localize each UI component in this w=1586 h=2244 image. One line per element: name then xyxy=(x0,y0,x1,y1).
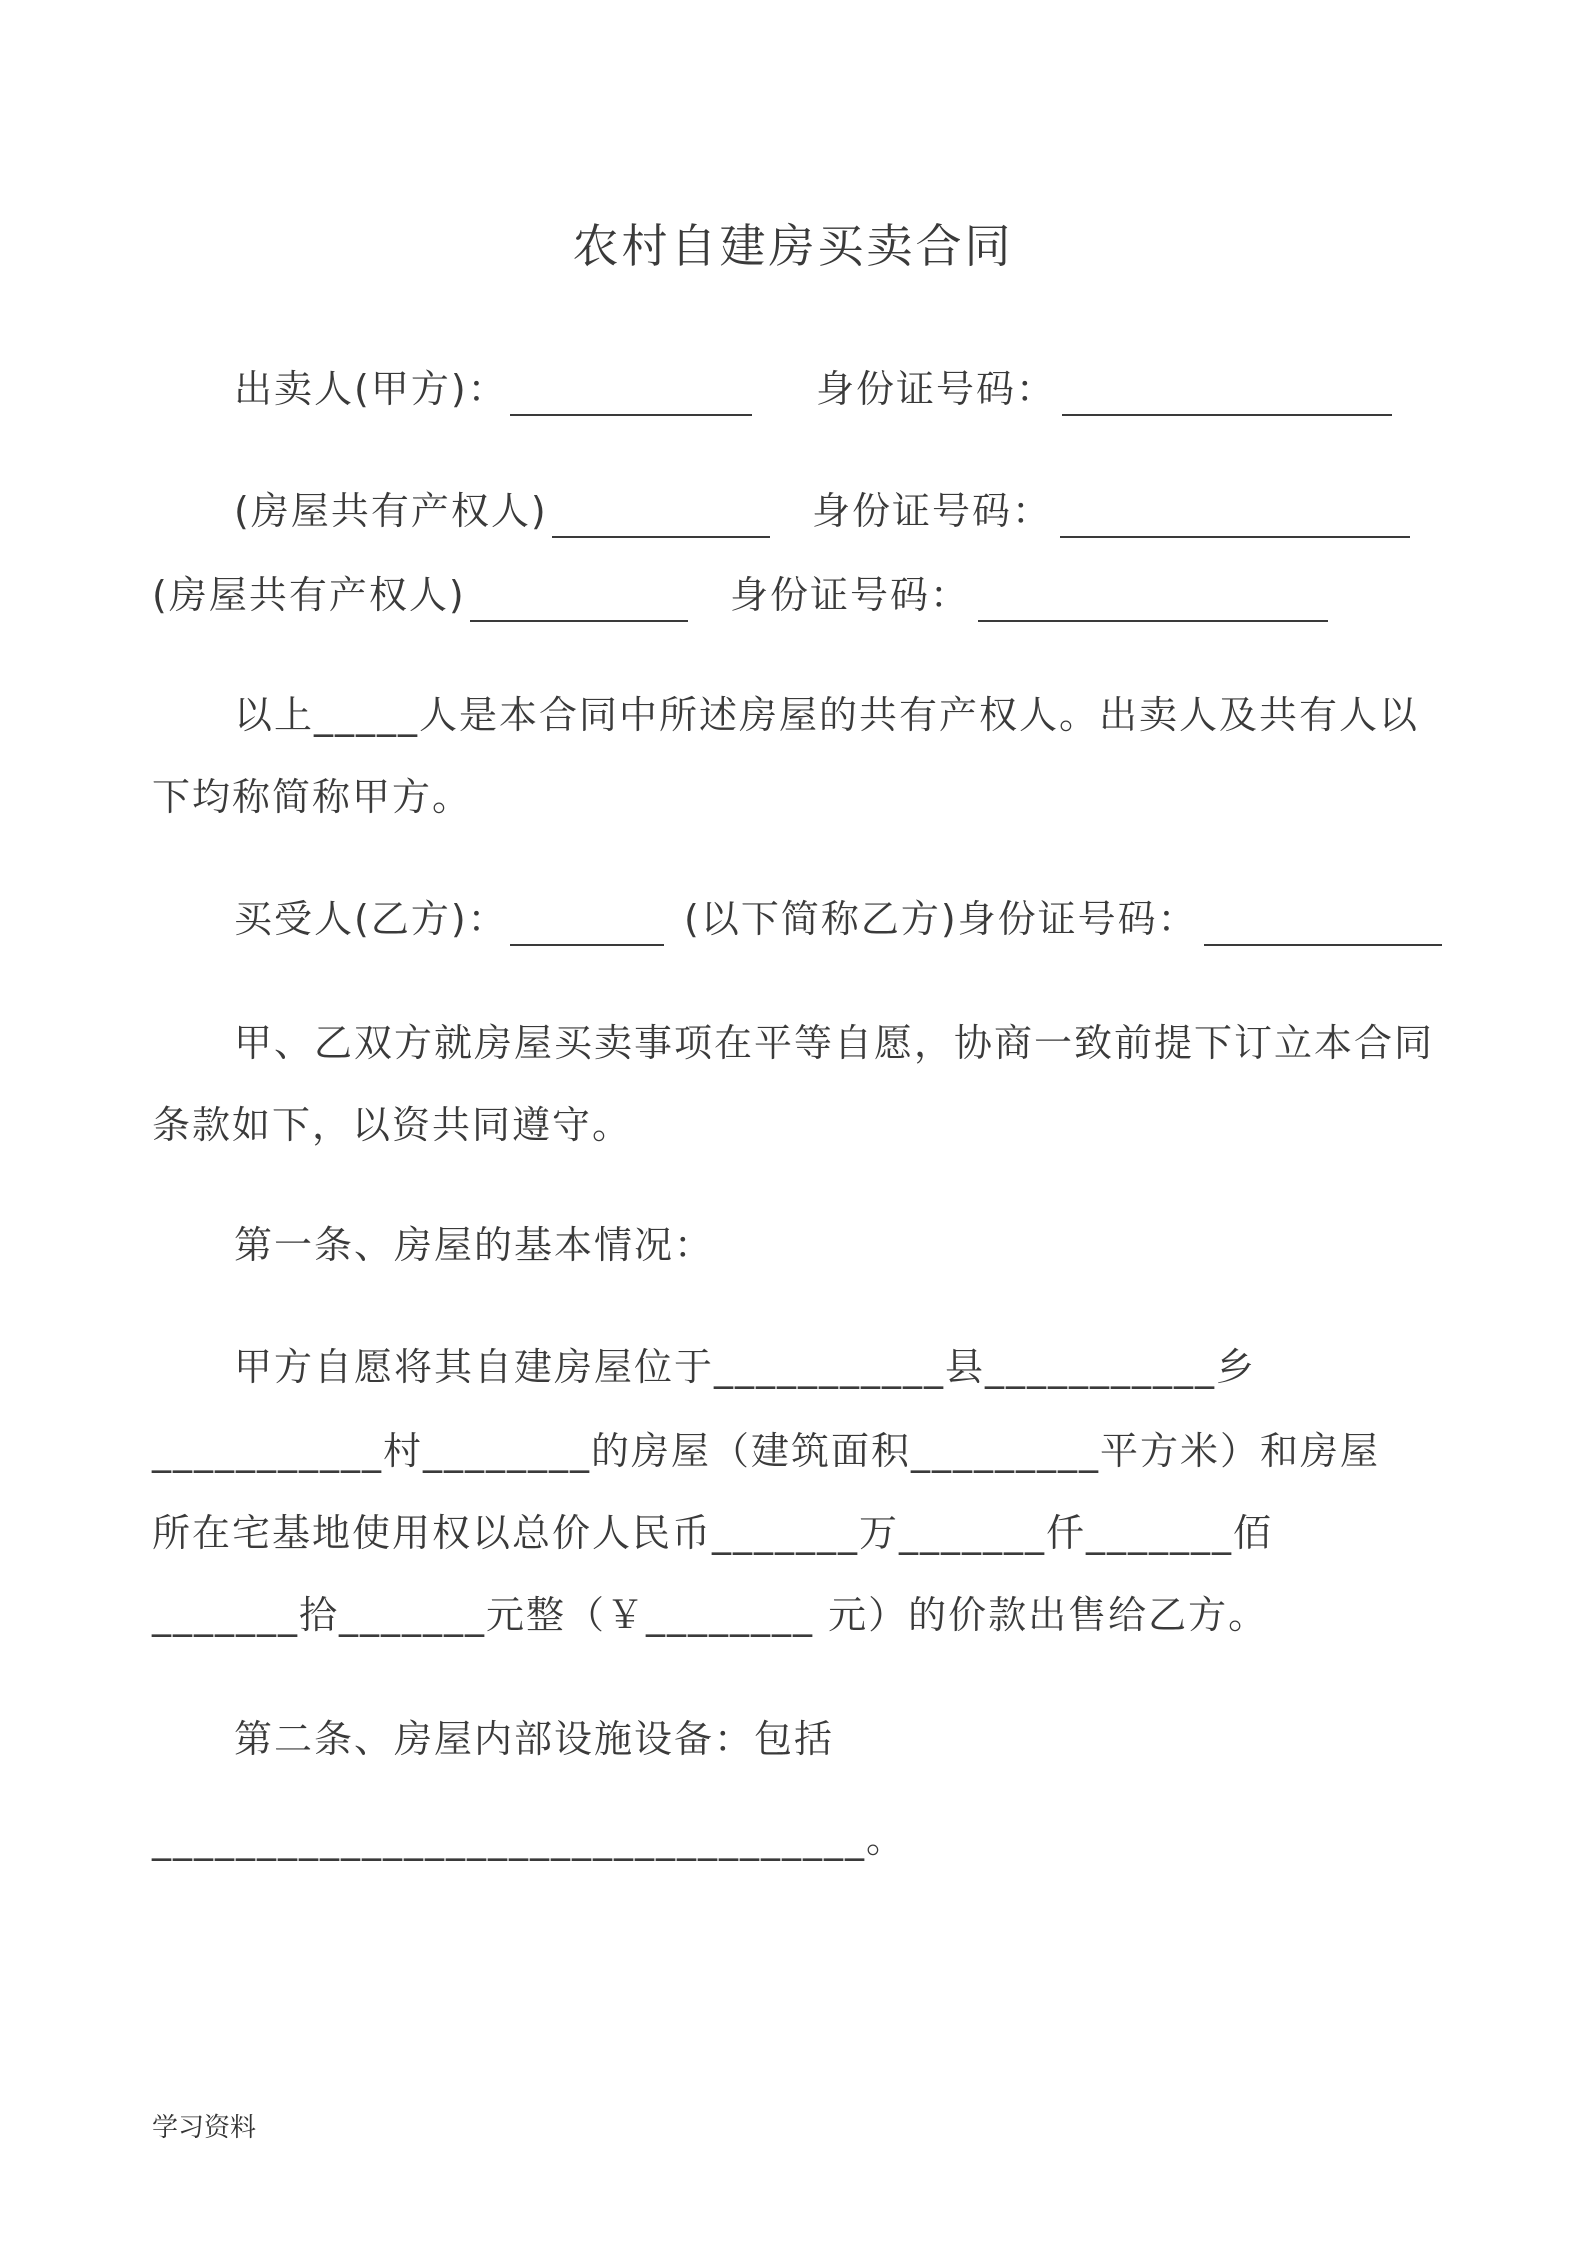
buyer-id-label: (以下简称乙方)身份证号码： xyxy=(684,897,1198,941)
buyer-id-blank-wrap xyxy=(1204,900,1442,946)
co-owner-2-line xyxy=(152,573,466,617)
co-owner-1-id-blank-wrap xyxy=(1060,492,1410,538)
co-owner-1-label: (房屋共有产权人) xyxy=(234,489,548,533)
buyer-name-blank xyxy=(510,904,664,946)
buyer-id-blank xyxy=(1204,904,1442,946)
article-1-line-4: _______拾_______元整（￥________ 元）的价款出售给乙方。 xyxy=(152,1593,1269,1637)
seller-id-label-wrap xyxy=(816,367,1057,411)
co-owner-2-blank-wrap xyxy=(470,576,688,622)
seller-id-blank xyxy=(1062,374,1392,416)
seller-line xyxy=(234,367,508,411)
co-owner-1-blank xyxy=(552,496,770,538)
article-1-line-3: 所在宅基地使用权以总价人民币_______万_______仟_______佰 xyxy=(152,1511,1274,1555)
seller-id-blank-wrap xyxy=(1062,370,1392,416)
co-owner-2-id-blank xyxy=(978,580,1328,622)
buyer-line xyxy=(234,897,508,941)
co-owner-2-blank xyxy=(470,580,688,622)
footer-text: 学习资料 xyxy=(152,2113,257,2143)
co-owner-1-id-blank xyxy=(1060,496,1410,538)
seller-name-blank xyxy=(510,374,752,416)
buyer-id-label-wrap xyxy=(684,897,1198,941)
article-1-heading: 第一条、房屋的基本情况： xyxy=(234,1223,715,1267)
preamble-line-2: 条款如下，以资共同遵守。 xyxy=(152,1103,633,1147)
co-owner-2-id-label: 身份证号码： xyxy=(730,573,971,617)
seller-name-blank-wrap xyxy=(510,370,752,416)
co-owner-1-line xyxy=(234,489,548,533)
co-owners-statement-line-2: 下均称简称甲方。 xyxy=(152,775,473,819)
co-owner-1-id-label: 身份证号码： xyxy=(812,489,1053,533)
seller-label: 出卖人(甲方)： xyxy=(234,367,508,411)
article-1-line-2: ___________村________的房屋（建筑面积_________平方米）和房屋 xyxy=(152,1429,1381,1473)
buyer-label: 买受人(乙方)： xyxy=(234,897,508,941)
buyer-name-blank-wrap xyxy=(510,900,664,946)
seller-id-label: 身份证号码： xyxy=(816,367,1057,411)
article-2-line-1: __________________________________。 xyxy=(152,1817,907,1861)
document-title: 农村自建房买卖合同 xyxy=(572,219,1014,273)
co-owner-2-id-blank-wrap xyxy=(978,576,1328,622)
article-2-heading: 第二条、房屋内部设施设备：包括 xyxy=(234,1717,835,1761)
article-1-line-1: 甲方自愿将其自建房屋位于___________县___________乡 xyxy=(234,1345,1257,1389)
co-owner-2-label: (房屋共有产权人) xyxy=(152,573,466,617)
co-owner-2-id-label-wrap xyxy=(730,573,971,617)
co-owner-1-blank-wrap xyxy=(552,492,770,538)
preamble-line-1: 甲、乙双方就房屋买卖事项在平等自愿，协商一致前提下订立本合同 xyxy=(234,1021,1435,1065)
co-owners-statement-line-1: 以上_____人是本合同中所述房屋的共有产权人。出卖人及共有人以 xyxy=(234,693,1420,737)
co-owner-1-id-label-wrap xyxy=(812,489,1053,533)
